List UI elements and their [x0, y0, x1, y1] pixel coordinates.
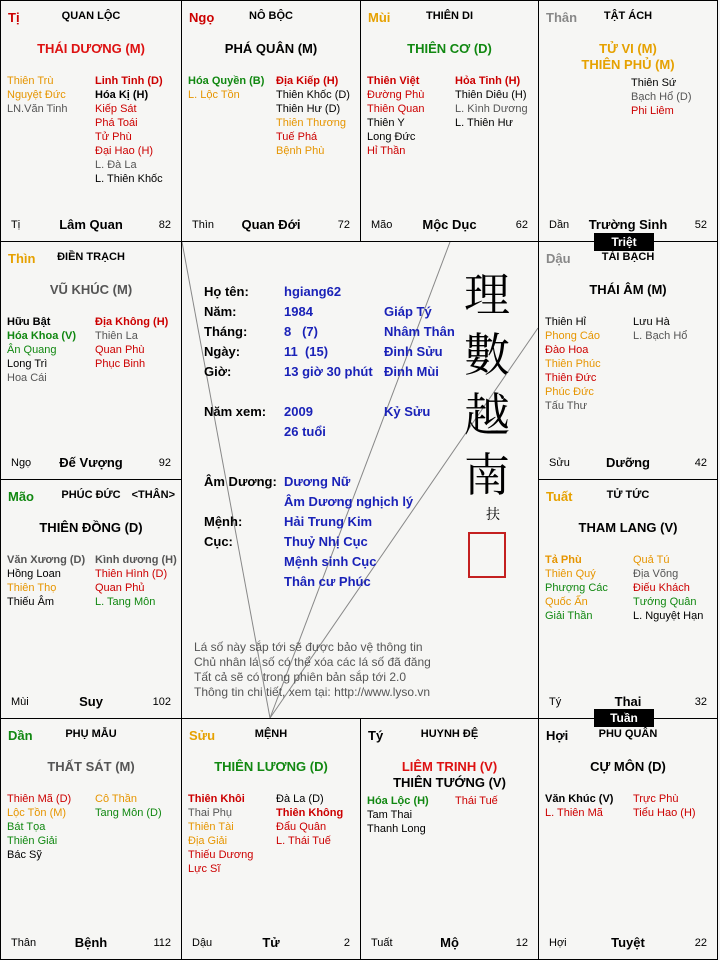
bottom-branch: Tý [549, 696, 562, 708]
star-item: Kình dương (H) [95, 554, 177, 566]
palace-ty-huynh-de [360, 718, 539, 960]
palace-ngo-no-boc [181, 0, 361, 242]
life-stage: Tuyệt [611, 935, 645, 950]
thang-value: 8 (7) [284, 324, 318, 339]
note-line-4: Thông tin chi tiết, xem tại: http://www.lyso.vn [194, 685, 431, 699]
star-item: Văn Khúc (V) [545, 793, 614, 805]
palace-name: TẬT ÁCH [603, 10, 653, 22]
major-star: THAM LANG (V) [578, 520, 678, 535]
star-item: Thiên Sứ [631, 77, 677, 89]
star-item: Hóa Quyền (B) [188, 75, 265, 87]
age-number: 82 [158, 219, 171, 231]
palace-branch: Tý [368, 728, 384, 743]
palace-mao-phuc-duc [0, 479, 182, 719]
major-star: TỬ VI (M) [599, 41, 657, 56]
am-duong-value: Dương Nữ [284, 474, 351, 489]
minor-stars-right [455, 74, 528, 130]
age-number: 72 [337, 219, 350, 231]
ngay-label: Ngày: [204, 344, 241, 359]
star-item: Lộc Tồn (M) [7, 807, 67, 819]
bottom-branch: Mùi [11, 696, 29, 708]
star-item: L. Tang Môn [95, 596, 156, 608]
star-item: Tả Phù [545, 554, 582, 566]
palace-name: PHÚC ĐỨC [61, 489, 121, 501]
life-stage: Suy [79, 694, 103, 709]
star-item: Phục Binh [95, 358, 146, 370]
calligraphy-char-2: 數 [464, 328, 510, 382]
palace-mui-thien-di [360, 0, 539, 242]
star-item: Đào Hoa [545, 344, 589, 356]
bottom-branch: Thân [11, 937, 37, 949]
palace-thin-dien-trach [0, 241, 182, 480]
triet-badge: Triệt [594, 233, 654, 251]
age-number: 32 [694, 696, 707, 708]
minor-stars-left [545, 553, 608, 623]
menh-label: Mệnh: [204, 514, 243, 529]
minor-stars-right [633, 792, 696, 820]
star-item: Tiểu Hao (H) [633, 807, 696, 819]
note-line-2: Chủ nhân lá số có thể xóa các lá số đã đăng [194, 655, 431, 669]
life-stage: Mộ [440, 935, 459, 950]
star-item: Kiếp Sát [95, 103, 137, 115]
star-item: Bát Tọa [7, 821, 46, 833]
minor-stars-right [276, 792, 343, 848]
star-item: Hữu Bật [7, 316, 51, 328]
palace-than-tat-ach [538, 0, 718, 242]
age-number: 42 [694, 457, 707, 469]
star-item: Bác Sỹ [7, 849, 42, 861]
calligraphy-char-1: 理 [464, 268, 510, 322]
star-item: Phong Cáo [545, 330, 601, 342]
bottom-branch: Dần [549, 219, 570, 231]
star-item: Tam Thai [367, 809, 413, 821]
life-stage: Trường Sinh [588, 217, 668, 232]
palace-name: PHU QUÂN [598, 728, 658, 740]
bottom-branch: Thìn [192, 219, 215, 231]
palace-name: QUAN LỘC [61, 10, 121, 22]
star-item: Tuế Phá [276, 131, 318, 143]
cuc-label: Cục: [204, 534, 233, 549]
star-item: Thiên Tài [188, 821, 234, 833]
ngay-value: 11 (15) [284, 344, 329, 359]
star-item: Thiên Phúc [545, 358, 601, 370]
menh-cuc-value: Mệnh sinh Cục [284, 554, 377, 569]
minor-stars-left [7, 792, 71, 862]
major-star: THIÊN CƠ (D) [407, 41, 492, 56]
minor-stars-right [276, 74, 350, 158]
star-item: L. Thiên Mã [545, 807, 603, 819]
star-item: Thiên La [95, 330, 138, 342]
star-item: Phượng Các [545, 582, 608, 594]
minor-stars-left [188, 74, 264, 102]
tuoi-value: 26 tuổi [284, 424, 326, 439]
star-item: Đường Phù [367, 89, 425, 101]
palace-dan-phu-mau [0, 718, 182, 960]
than-cu-value: Thân cư Phúc [284, 574, 371, 589]
life-stage: Đế Vượng [59, 455, 123, 470]
palace-name: NÔ BỘC [249, 10, 293, 22]
minor-stars-left [367, 794, 429, 836]
star-item: Thiên Diêu (H) [455, 89, 527, 101]
bottom-branch: Tuất [371, 937, 393, 949]
minor-stars-left [188, 792, 253, 876]
palace-branch: Ngọ [189, 10, 215, 25]
minor-stars-left [545, 315, 601, 413]
major-star: THIÊN PHỦ (M) [581, 57, 675, 72]
star-item: L. Bạch Hổ [633, 330, 688, 342]
palace-name: HUYNH ĐỆ [420, 728, 479, 740]
star-item: Trực Phù [633, 793, 679, 805]
star-item: Thiên Thương [276, 117, 347, 129]
palace-branch: Hợi [546, 728, 569, 743]
life-stage: Dưỡng [606, 455, 650, 470]
gio-value: 13 giờ 30 phút [284, 364, 373, 379]
star-item: L. Thiên Khốc [95, 173, 163, 185]
major-star: THÁI ÂM (M) [589, 282, 667, 297]
palace-name: MỆNH [254, 728, 288, 740]
star-item: Thiên Đức [545, 372, 597, 384]
star-item: Đại Hao (H) [95, 145, 154, 157]
age-number: 2 [343, 937, 350, 949]
star-item: Phúc Đức [545, 386, 594, 398]
major-star: THÁI DƯƠNG (M) [37, 41, 145, 56]
star-item: Ân Quang [7, 344, 57, 356]
star-item: Quan Phủ [95, 582, 145, 594]
age-number: 12 [515, 937, 528, 949]
palace-branch: Tị [8, 10, 20, 25]
star-item: Hoa Cái [7, 372, 47, 384]
palace-name: TÀI BẠCH [601, 251, 655, 263]
major-star: THIÊN ĐỒNG (D) [39, 520, 143, 535]
palace-tuat-tu-tuc [538, 479, 718, 719]
age-number: 52 [694, 219, 707, 231]
star-item: Thiếu Dương [188, 849, 254, 861]
palace-branch: Mùi [368, 10, 391, 25]
major-star: THIÊN LƯƠNG (D) [214, 759, 328, 774]
nam-label: Năm: [204, 304, 237, 319]
nam-xem-can-chi: Kỷ Sửu [384, 404, 431, 419]
star-item: Thiên Hỉ [545, 316, 586, 328]
star-item: Linh Tinh (D) [95, 75, 163, 87]
palace-dau-tai-bach [538, 241, 718, 480]
palace-branch: Thân [546, 10, 578, 25]
age-number: 112 [153, 937, 171, 949]
star-item: L. Thiên Hư [455, 117, 513, 129]
star-item: Thiên Mã (D) [7, 793, 72, 805]
major-star: VŨ KHÚC (M) [49, 282, 133, 297]
bottom-branch: Sửu [549, 457, 570, 469]
life-stage: Thai [614, 694, 642, 709]
star-item: Thai Phụ [188, 807, 233, 819]
star-item: Long Trì [7, 358, 48, 370]
star-item: Lưu Hà [633, 316, 670, 328]
age-number: 92 [158, 457, 171, 469]
star-item: Lực Sĩ [188, 863, 221, 875]
major-star: THẤT SÁT (M) [47, 759, 135, 774]
thang-label: Tháng: [204, 324, 248, 339]
minor-stars-left [7, 315, 76, 385]
star-item: Hỉ Thần [367, 145, 406, 157]
red-seal [468, 532, 506, 578]
center-info-panel [182, 242, 538, 718]
menh-value: Hải Trung Kim [284, 514, 373, 529]
star-item: L. Kình Dương [455, 103, 528, 115]
palace-hoi-phu-quan [538, 718, 718, 960]
minor-stars-right [633, 315, 687, 343]
star-item: Địa Kiếp (H) [276, 75, 339, 87]
age-number: 22 [694, 937, 707, 949]
major-star: LIÊM TRINH (V) [401, 759, 498, 774]
nam-can-chi: Giáp Tý [384, 304, 432, 319]
life-stage: Mộc Dục [422, 217, 477, 232]
palace-branch: Thìn [8, 251, 36, 266]
star-item: Điếu Khách [633, 582, 690, 594]
star-item: Tử Phù [95, 131, 132, 143]
major-star: THIÊN TƯỚNG (V) [393, 775, 506, 790]
star-item: Phi Liêm [631, 105, 674, 117]
star-item: Địa Giải [188, 835, 228, 847]
star-item: Thiên Khôi [188, 793, 245, 805]
calligraphy-char-3: 越 [464, 388, 510, 442]
star-item: L. Thái Tuế [276, 835, 331, 847]
nam-value: 1984 [284, 304, 313, 319]
bottom-branch: Ngọ [11, 457, 32, 469]
star-item: Địa Võng [633, 568, 679, 580]
palace-suu-menh [181, 718, 361, 960]
star-item: Thiên Y [367, 117, 405, 129]
star-item: Bệnh Phù [276, 145, 325, 157]
ho-ten-value: hgiang62 [284, 284, 342, 299]
minor-stars-left [367, 74, 424, 158]
palace-branch: Dậu [546, 251, 571, 266]
star-item: Tấu Thư [545, 400, 588, 412]
than-tag: <THÂN> [131, 489, 175, 501]
star-item: L. Lộc Tồn [188, 89, 240, 101]
palace-branch: Dần [8, 728, 33, 743]
star-item: Thiên Hư (D) [276, 103, 341, 115]
palace-branch: Sửu [189, 728, 216, 743]
calligraphy-char-4: 南 [464, 448, 510, 502]
star-item: Hóa Lộc (H) [367, 795, 429, 807]
minor-stars-right [95, 792, 162, 820]
star-item: Nguyệt Đức [7, 89, 66, 101]
star-item: Thiên Quý [545, 568, 596, 580]
star-item: Thiên Giải [7, 835, 58, 847]
cuc-value: Thuỷ Nhị Cục [284, 534, 368, 549]
bottom-branch: Mão [371, 219, 393, 231]
minor-stars-left [545, 792, 613, 820]
star-item: Long Đức [367, 131, 416, 143]
life-stage: Lâm Quan [59, 217, 123, 232]
life-stage: Bệnh [74, 935, 108, 950]
bottom-branch: Dậu [192, 937, 213, 949]
star-item: Thiếu Âm [7, 596, 55, 608]
age-number: 62 [515, 219, 528, 231]
star-item: Hỏa Tinh (H) [455, 75, 521, 87]
star-item: Hóa Khoa (V) [7, 330, 77, 342]
bottom-branch: Hợi [549, 937, 567, 949]
star-item: Thiên Việt [367, 75, 420, 87]
gio-label: Giờ: [204, 364, 232, 379]
major-star: PHÁ QUÂN (M) [224, 41, 318, 56]
star-item: LN.Văn Tinh [7, 103, 68, 115]
star-item: Tướng Quân [633, 596, 697, 608]
star-item: Thiên Thọ [7, 582, 57, 594]
ho-ten-label: Họ tên: [204, 284, 249, 299]
minor-stars-right [455, 794, 498, 808]
minor-stars-right [631, 76, 692, 118]
minor-stars-left [7, 74, 68, 116]
star-item: L. Nguyệt Hạn [633, 610, 704, 622]
star-item: Thiên Hình (D) [95, 568, 168, 580]
star-item: Bạch Hổ (D) [631, 91, 692, 103]
star-item: L. Đà La [95, 159, 137, 171]
minor-stars-right [95, 315, 168, 371]
star-item: Tang Môn (D) [95, 807, 162, 819]
star-item: Thanh Long [367, 823, 426, 835]
star-item: Cô Thần [95, 793, 137, 805]
palace-ti-quan-loc [0, 0, 182, 242]
star-item: Thiên Quan [367, 103, 425, 115]
star-item: Thiên Khốc (D) [276, 89, 350, 101]
nam-xem-value: 2009 [284, 404, 313, 419]
star-item: Hóa Kị (H) [95, 89, 149, 101]
star-item: Đà La (D) [276, 793, 324, 805]
minor-stars-right [95, 74, 163, 186]
am-duong-note: Âm Dương nghịch lý [284, 494, 414, 509]
star-item: Giải Thần [545, 610, 593, 622]
star-item: Đẩu Quân [276, 821, 327, 833]
star-item: Địa Không (H) [95, 316, 169, 328]
age-number: 102 [152, 696, 171, 708]
palace-name: PHỤ MẪU [65, 728, 117, 740]
minor-stars-right [633, 553, 703, 623]
palace-branch: Mão [8, 489, 34, 504]
star-item: Hồng Loan [7, 568, 61, 580]
star-item: Thiên Không [276, 807, 344, 819]
star-item: Quốc Ấn [545, 596, 588, 608]
star-item: Văn Xương (D) [7, 554, 86, 566]
palace-name: THIÊN DI [425, 10, 474, 22]
major-star: CỰ MÔN (D) [590, 759, 666, 774]
star-item: Quả Tú [633, 554, 670, 566]
life-stage: Tử [262, 935, 280, 950]
life-stage: Quan Đới [241, 217, 301, 232]
nam-xem-label: Năm xem: [204, 404, 267, 419]
palace-name: ĐIỀN TRẠCH [57, 251, 125, 263]
calligraphy-small: 扶 [486, 507, 500, 523]
am-duong-label: Âm Dương: [204, 474, 277, 489]
minor-stars-right [95, 553, 177, 609]
gio-can-chi: Đinh Mùi [384, 364, 439, 379]
star-item: Thái Tuế [455, 795, 498, 807]
note-line-3: Tất cả sẽ có trong phiên bản sắp tới 2.0 [194, 670, 406, 684]
minor-stars-left [7, 553, 85, 609]
star-item: Phá Toái [95, 117, 138, 129]
thang-can-chi: Nhâm Thân [384, 324, 455, 339]
star-item: Quan Phù [95, 344, 145, 356]
note-line-1: Lá số này sắp tới sẽ được bảo vệ thông tin [194, 640, 423, 654]
palace-name: TỬ TỨC [606, 489, 650, 501]
palace-branch: Tuất [546, 489, 573, 504]
ngay-can-chi: Đinh Sửu [384, 344, 443, 359]
star-item: Thiên Trù [7, 75, 54, 87]
tuan-badge: Tuần [594, 709, 654, 727]
bottom-branch: Tị [11, 219, 21, 231]
